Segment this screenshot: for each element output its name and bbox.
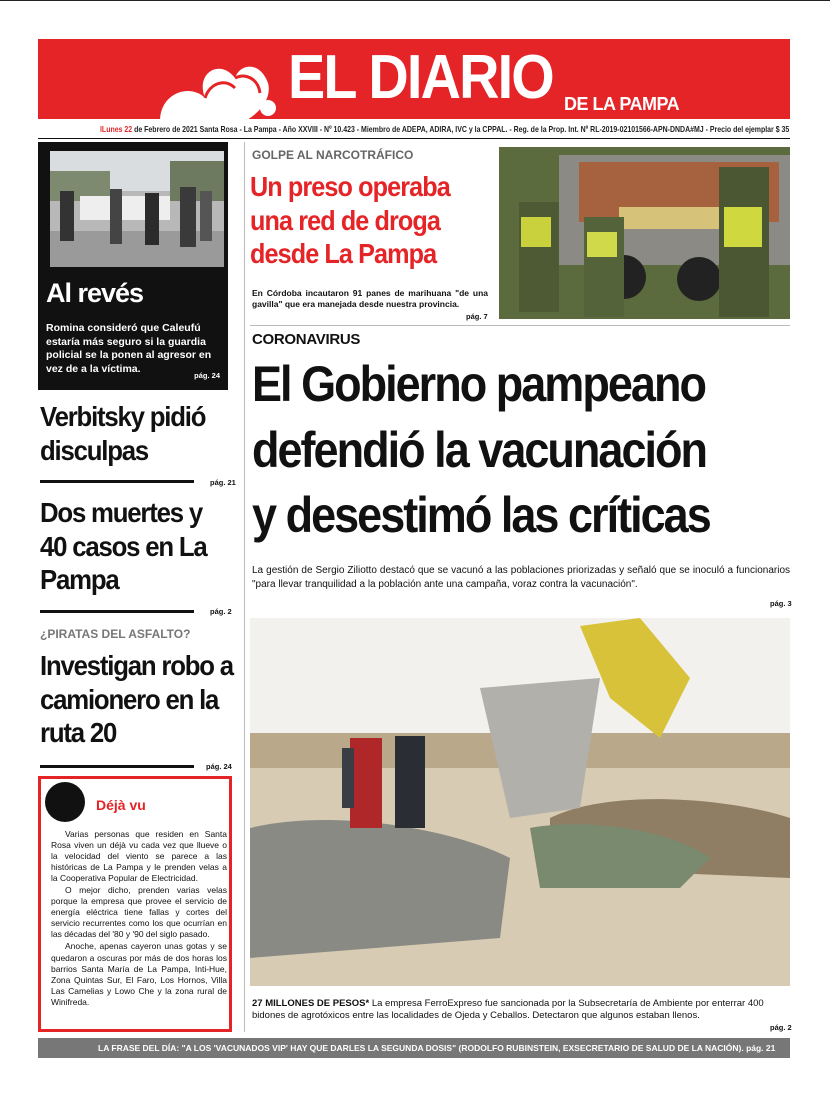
side-story-verbitsky-title[interactable]: Verbitsky pidió disculpas [40,401,206,466]
main-page: pág. 3 [770,599,792,608]
frase-del-dia-bar: LA FRASE DEL DÍA: "A LOS 'VACUNADOS VIP' HAY QUE DARLES LA SEGUNDA DOSIS" (RODOLFO RUBINSTEIN, EXSECRETARIO DE SALUD DE LA NACIÓN). pág. 21 [38,1038,790,1058]
deja-vu-title: Déjà vu [96,797,146,813]
side-story-robo-title[interactable]: Investigan robo a camionero en la ruta 20 [40,650,233,749]
photo-caption-lead: 27 MILLONES DE PESOS* [252,998,370,1009]
masthead [38,39,790,119]
narco-title[interactable]: Un preso operaba una red de droga desde La Pampa [250,171,450,270]
dateline-day: lLunes 22 [100,124,133,134]
main-summary: La gestión de Sergio Ziliotto destacó que se vacunó a las poblaciones priorizadas y señaló que se inoculó a funcionarios "para llevar tranquilidad a la población ante una campaña, voraz contra la vacunación". [252,565,790,590]
side-story-robo-kicker: ¿PIRATAS DEL ASFALTO? [40,627,191,641]
main-headline[interactable] [252,352,756,549]
deja-vu-text [51,829,227,1009]
side-story-verbitsky-page: pág. 21 [210,478,236,487]
deja-vu-paragraph: Anoche, apenas cayeron unas gotas y se quedaron a oscuras por más de dos horas los barrios Santa María de La Pampa, Inti-Hue, Zona Quintas Sur, El Faro, Los Hornos, Villa Las Camelias y Lowo Che y la zona rural de Winifreda. [51,941,227,1007]
deja-vu-box[interactable] [38,776,232,1032]
narco-kicker: GOLPE AL NARCOTRÁFICO [252,148,414,162]
deja-vu-header [41,779,229,823]
alreves-title: Al revés [46,278,144,308]
section-rule [250,325,790,326]
columnist-avatar-icon [45,782,85,822]
photo-caption [252,998,790,1023]
side-story-casos-title[interactable]: Dos muertes y 40 casos en La Pampa [40,497,207,596]
narco-text: En Córdoba incautaron 91 panes de marihuana "de una gavilla" que era manejada desde nuestra provincia. [252,288,488,310]
side-story-casos-page: pág. 2 [210,607,232,616]
column-divider [244,142,245,1032]
side-story-robo-page: pág. 24 [206,762,232,771]
masthead-subtitle: DE LA PAMPA [564,94,680,114]
deja-vu-paragraph: O mejor dicho, prenden varias velas porque la empresa que provee el servicio de energía eléctrica tiene fallas y cortes del servicio recurrentes como los que ocurrían en las décadas del '80 y '90 del siglo pasado. [51,885,227,940]
main-headline-line: El Gobierno pampeano [252,356,705,412]
masthead-title: EL DIARIO [288,43,553,112]
dateline-rule [38,138,790,139]
side-story-rule [40,610,194,613]
side-story-rule [40,765,194,768]
gendarmes-truck-photo [499,147,790,319]
excavator-photo [250,618,790,986]
alreves-text: Romina consideró que Caleufú estaría más seguro si la guardia policial se la ponen al agresor en vez de a la víctima. [46,322,212,375]
dateline [100,124,790,134]
main-kicker: CORONAVIRUS [252,331,361,348]
deja-vu-paragraph: Varias personas que residen en Santa Rosa viven un déjà vu cada vez que llueve o la velocidad del viento se parece a las históricas de La Pampa y le prenden velas a la Cooperativa Popular de Electricidad. [51,829,227,884]
narco-page: pág. 7 [466,312,488,321]
side-story-rule [40,480,194,483]
alreves-page: pág. 24 [194,371,220,380]
main-headline-line: defendió la vacunación [252,421,707,478]
dateline-rest: de Febrero de 2021 Santa Rosa - La Pampa - Año XXVIII - Nº 10.423 - Miembro de ADEPA, ADIRA, IVC y la CPPAL. - Reg. de la Prop. Int. Nº RL-2019-02101566-APN-DNDA#MJ - Precio del ejemplar $ 35 [134,124,790,134]
protest-photo [50,151,224,267]
main-headline-line: y desestimó las críticas [252,487,710,543]
photo-caption-page: pág. 2 [770,1023,792,1032]
wind-swirl-logo-icon [150,53,280,119]
alreves-box[interactable] [38,142,228,390]
top-border [0,0,830,18]
photo-caption-text: La empresa FerroExpreso fue sancionada por la Subsecretaría de Ambiente por enterrar 400 bidones de agrotóxicos entre las localidades de Ojeda y Ceballos. Detectaron que algunos estaban llenos. [252,998,764,1022]
